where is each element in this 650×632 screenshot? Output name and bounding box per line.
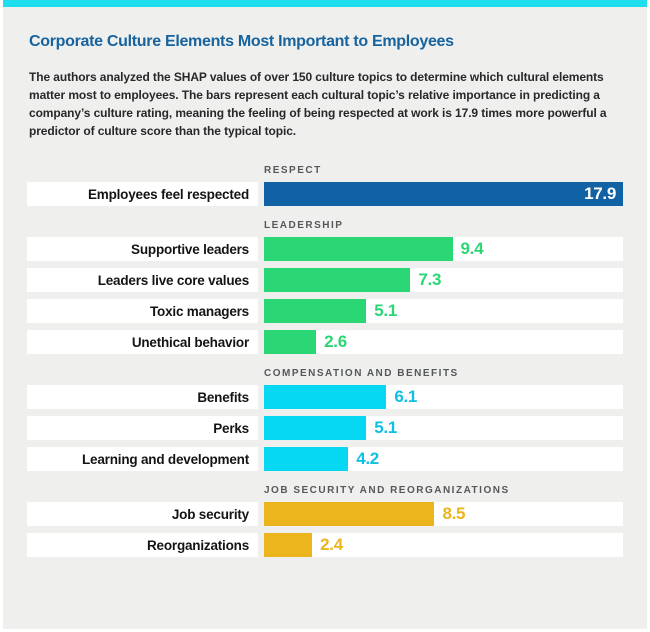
bar-category-label: Learning and development bbox=[27, 447, 258, 471]
bar-value-label: 5.1 bbox=[374, 301, 398, 320]
page-title: Corporate Culture Elements Most Important to Employees bbox=[29, 33, 454, 50]
bar-category-label: Benefits bbox=[27, 385, 258, 409]
bar-track bbox=[264, 237, 623, 261]
section-label: RESPECT bbox=[264, 165, 322, 176]
bar bbox=[264, 502, 434, 526]
bar-track bbox=[264, 416, 623, 440]
section-label: LEADERSHIP bbox=[264, 220, 344, 231]
bar-category-label: Perks bbox=[27, 416, 258, 440]
bar-value-label: 5.1 bbox=[374, 418, 398, 437]
bar bbox=[264, 182, 623, 206]
bar-track bbox=[264, 447, 623, 471]
bar-row bbox=[27, 447, 647, 471]
bar-row bbox=[27, 502, 647, 526]
bar bbox=[264, 237, 453, 261]
bar-category-label: Leaders live core values bbox=[27, 268, 258, 292]
bar-value-label: 17.9 bbox=[584, 184, 616, 203]
bar-category-label: Employees feel respected bbox=[27, 182, 258, 206]
bar-row bbox=[27, 330, 647, 354]
bar bbox=[264, 447, 348, 471]
bar-value-label: 7.3 bbox=[418, 270, 442, 289]
bar-row bbox=[27, 182, 647, 206]
bar-value-label: 4.2 bbox=[356, 449, 379, 468]
bar-track bbox=[264, 182, 623, 206]
bar-category-label: Reorganizations bbox=[27, 533, 258, 557]
bar-track bbox=[264, 502, 623, 526]
bar-row bbox=[27, 416, 647, 440]
bar-track bbox=[264, 268, 623, 292]
bar bbox=[264, 330, 316, 354]
bar-row bbox=[27, 237, 647, 261]
bar-category-label: Supportive leaders bbox=[27, 237, 258, 261]
bar-value-label: 9.4 bbox=[460, 239, 484, 258]
bar-category-label: Toxic managers bbox=[27, 299, 258, 323]
bar bbox=[264, 385, 386, 409]
bar-category-label: Job security bbox=[27, 502, 258, 526]
bar-track bbox=[264, 330, 623, 354]
top-accent-strip bbox=[3, 0, 647, 7]
bar-category-label: Unethical behavior bbox=[27, 330, 258, 354]
bar-value-label: 2.4 bbox=[320, 535, 343, 554]
bar-row bbox=[27, 268, 647, 292]
bar bbox=[264, 268, 410, 292]
bar-track bbox=[264, 299, 623, 323]
bar-row bbox=[27, 533, 647, 557]
content-area bbox=[3, 7, 647, 557]
chart-section bbox=[27, 220, 647, 354]
bar-value-label: 2.6 bbox=[324, 332, 347, 351]
bar-row bbox=[27, 299, 647, 323]
bar-track bbox=[264, 533, 623, 557]
section-label: JOB SECURITY AND REORGANIZATIONS bbox=[264, 485, 510, 496]
bar bbox=[264, 416, 366, 440]
intro-paragraph: The authors analyzed the SHAP values of over 150 culture topics to determine which cultural elements matter most to employees. The bars represent each cultural topic’s relative importance in predicting a company’s culture rating, meaning the feeling of being respected at work is 17.9 times more powerful a predictor of culture score than the typical topic. bbox=[29, 70, 607, 138]
bar-track bbox=[264, 385, 623, 409]
chart-section bbox=[27, 165, 647, 206]
bar bbox=[264, 533, 312, 557]
chart-section bbox=[27, 368, 647, 471]
chart bbox=[27, 165, 647, 557]
bar-row bbox=[27, 385, 647, 409]
section-label: COMPENSATION AND BENEFITS bbox=[264, 368, 459, 379]
page-background bbox=[3, 0, 647, 629]
chart-section bbox=[27, 485, 647, 557]
bar-value-label: 6.1 bbox=[394, 387, 418, 406]
bar bbox=[264, 299, 366, 323]
bar-value-label: 8.5 bbox=[442, 504, 466, 523]
